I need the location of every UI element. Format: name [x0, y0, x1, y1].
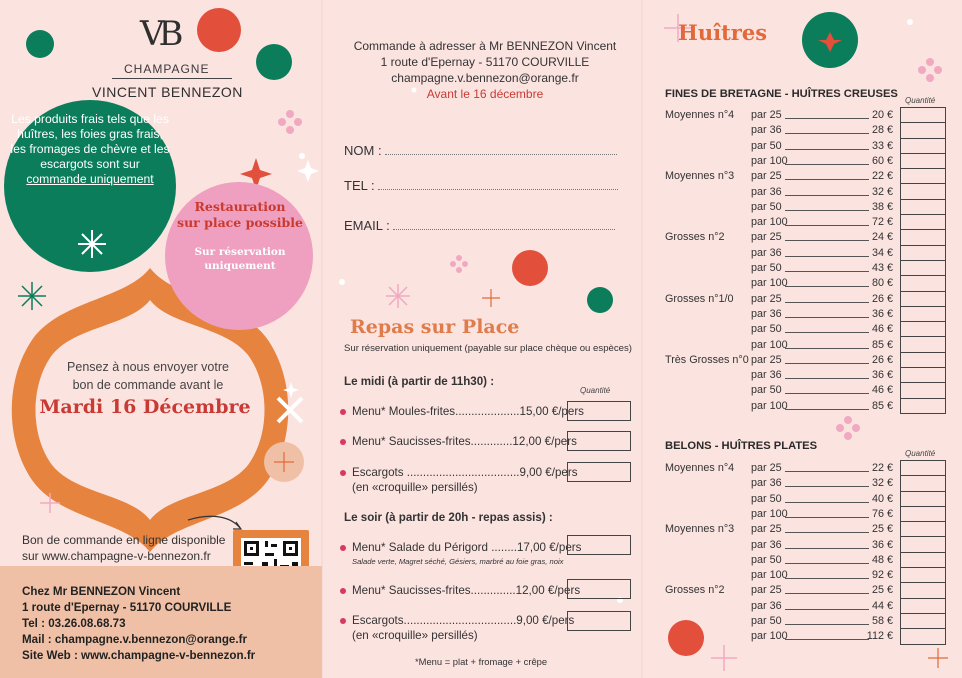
- size-category: Moyennes n°3: [665, 523, 735, 536]
- price: 26 €: [871, 292, 893, 305]
- huitres-qty-label-plates: Quantité: [905, 449, 936, 458]
- menu-item: Menu* Salade du Périgord ........17,00 €/pers Salade verte, Magret séché, Gésiers, marbré au foie gras, noix: [340, 541, 581, 566]
- repas-subtitle: Sur réservation uniquement (payable sur place chèque ou espèces): [344, 343, 632, 354]
- qty-cell[interactable]: [901, 399, 945, 413]
- logo-champagne: CHAMPAGNE: [124, 62, 210, 76]
- leader-line: [785, 210, 869, 211]
- price: 38 €: [871, 200, 893, 213]
- leader-line: [785, 471, 869, 472]
- qty-cell[interactable]: [901, 553, 945, 568]
- price: 76 €: [871, 507, 893, 520]
- qty-cell[interactable]: [901, 139, 945, 154]
- size-category: Moyennes n°4: [665, 462, 735, 474]
- qty-cell[interactable]: [901, 276, 945, 291]
- price-row: [665, 276, 901, 291]
- leader-line: [785, 363, 869, 364]
- leader-line: [785, 393, 869, 394]
- price: 85 €: [871, 338, 893, 351]
- price-row: [665, 629, 901, 644]
- order-deadline: Avant le 16 décembre: [426, 87, 544, 101]
- leader-line: [785, 179, 869, 180]
- price: 85 €: [871, 399, 893, 412]
- qty-cell[interactable]: [901, 292, 945, 307]
- leader-line: [785, 502, 869, 503]
- qty-cell[interactable]: [901, 337, 945, 352]
- qty-box-moules[interactable]: [567, 401, 631, 421]
- deadline-date: Mardi 16 Décembre: [39, 396, 251, 418]
- leader-line: [785, 624, 869, 625]
- qty-box-saucisses-midi[interactable]: [567, 431, 631, 451]
- leader-line: [785, 256, 869, 257]
- quantity-pack: par 36: [751, 538, 782, 551]
- price-row: [665, 230, 901, 245]
- repas-qty-label: Quantité: [580, 386, 611, 395]
- quantity-pack: par 100: [751, 569, 788, 582]
- size-category: Grosses n°2: [665, 584, 725, 597]
- price-row: [665, 368, 901, 383]
- quantity-pack: par 36: [751, 307, 782, 320]
- plates-title: BELONS - HUÎTRES PLATES: [665, 440, 818, 452]
- price-row: [665, 461, 901, 476]
- quantity-pack: par 25: [751, 109, 782, 121]
- qty-cell[interactable]: [901, 246, 945, 261]
- quantity-pack: par 50: [751, 139, 782, 152]
- quantity-pack: par 36: [751, 124, 782, 137]
- fresh-products-text: Les produits frais tels que les huîtres, les foies gras frais, les fromages de chèvre et les escargots sont sur commande uniquement: [10, 112, 170, 186]
- leader-line: [785, 271, 869, 272]
- price: 80 €: [871, 277, 893, 290]
- leader-line: [785, 317, 869, 318]
- price: 24 €: [871, 231, 893, 244]
- qty-cell[interactable]: [901, 492, 945, 507]
- quantity-pack: par 36: [751, 246, 782, 259]
- qty-cell[interactable]: [901, 215, 945, 230]
- qty-cell[interactable]: [901, 568, 945, 583]
- quantity-pack: par 50: [751, 323, 782, 336]
- price-row: [665, 338, 901, 353]
- price-row: [665, 383, 901, 398]
- price: 32 €: [871, 477, 893, 490]
- quantity-pack: par 25: [751, 292, 782, 305]
- price: 43 €: [871, 262, 893, 274]
- quantity-pack: par 50: [751, 262, 782, 274]
- price: 28 €: [871, 124, 893, 137]
- qty-cell[interactable]: [901, 476, 945, 491]
- price-row: [665, 215, 901, 230]
- quantity-pack: par 25: [751, 170, 782, 183]
- qty-cell[interactable]: [901, 230, 945, 245]
- price: 40 €: [871, 492, 893, 505]
- price: 44 €: [871, 599, 893, 612]
- price-row: [665, 568, 901, 583]
- price-row: [665, 185, 901, 200]
- price-row: [665, 123, 901, 138]
- qty-cell[interactable]: [901, 261, 945, 276]
- qty-cell[interactable]: [901, 583, 945, 598]
- leader-line: [785, 286, 869, 287]
- size-category: Grosses n°2: [665, 231, 725, 244]
- price-row: [665, 169, 901, 184]
- creuses-qty-grid[interactable]: [900, 107, 946, 414]
- quantity-pack: par 25: [751, 353, 782, 366]
- price: 72 €: [871, 216, 893, 229]
- logo-name: VINCENT BENNEZON: [92, 84, 243, 100]
- quantity-pack: par 50: [751, 492, 782, 505]
- price: 32 €: [871, 185, 893, 198]
- quantity-pack: par 50: [751, 615, 782, 627]
- restaurant-title: Restauration sur place possible: [177, 199, 303, 230]
- leader-line: [785, 517, 869, 518]
- price: 33 €: [871, 139, 893, 152]
- reminder-text: Pensez à nous envoyer votre bon de commande avant le: [67, 360, 229, 392]
- price-row: [665, 399, 901, 414]
- price-row: [665, 599, 901, 614]
- huitres-title: Huîtres: [678, 20, 768, 45]
- price-row: [665, 307, 901, 322]
- price-row: [665, 261, 901, 276]
- menu-footnote: *Menu = plat + fromage + crêpe: [415, 656, 548, 667]
- price: 22 €: [871, 462, 893, 474]
- menu-item: Menu* Saucisses-frites..............12,00 €/pers: [340, 584, 580, 597]
- quantity-pack: par 100: [751, 154, 788, 167]
- price: 60 €: [871, 154, 893, 167]
- logo-divider: [112, 78, 232, 79]
- leader-line: [785, 548, 869, 549]
- leader-line: [785, 578, 869, 579]
- qty-cell[interactable]: [901, 522, 945, 537]
- leader-line: [785, 378, 869, 379]
- price-row: [665, 292, 901, 307]
- order-only-underlined: commande uniquement: [26, 172, 154, 186]
- leader-line: [785, 195, 869, 196]
- qty-cell[interactable]: [901, 123, 945, 138]
- price-row: [665, 614, 901, 629]
- price: 20 €: [871, 109, 893, 121]
- quantity-pack: par 100: [751, 507, 788, 520]
- quantity-pack: par 100: [751, 277, 788, 290]
- quantity-pack: par 50: [751, 200, 782, 213]
- price: 36 €: [871, 538, 893, 551]
- qty-cell[interactable]: [901, 614, 945, 629]
- restaurant-subtitle: Sur réservation uniquement: [194, 246, 286, 272]
- leader-line: [785, 486, 869, 487]
- price-row: [665, 246, 901, 261]
- price: 26 €: [871, 353, 893, 366]
- price-row: [665, 507, 901, 522]
- qty-cell[interactable]: [901, 307, 945, 322]
- size-category: Moyennes n°3: [665, 170, 735, 183]
- price: 58 €: [871, 615, 893, 627]
- price-row: [665, 522, 901, 537]
- leader-line: [785, 149, 869, 150]
- price-row: [665, 538, 901, 553]
- qty-cell[interactable]: [901, 184, 945, 199]
- menu-item: Menu* Moules-frites....................15,00 €/pers: [340, 405, 584, 418]
- qty-box-salade[interactable]: [567, 535, 631, 555]
- price-row: [665, 553, 901, 568]
- price: 25 €: [871, 523, 893, 536]
- qty-cell[interactable]: [901, 154, 945, 169]
- plates-qty-grid[interactable]: [900, 460, 946, 645]
- leader-line: [785, 164, 869, 165]
- huitres-qty-label-creuses: Quantité: [905, 96, 936, 105]
- qty-cell[interactable]: [901, 353, 945, 368]
- price-row: [665, 108, 901, 123]
- quantity-pack: par 100: [751, 338, 788, 351]
- quantity-pack: par 25: [751, 462, 782, 474]
- qty-cell[interactable]: [901, 200, 945, 215]
- leader-line: [785, 609, 869, 610]
- name-field[interactable]: NOM :: [344, 143, 617, 158]
- price-row: [665, 139, 901, 154]
- online-order-text: Bon de commande en ligne disponible sur www.champagne-v-bennezon.fr: [22, 533, 226, 563]
- size-category: Moyennes n°4: [665, 109, 735, 121]
- logo-monogram: VB: [140, 14, 178, 54]
- qty-box-escargots-midi[interactable]: [567, 462, 631, 482]
- quantity-pack: par 25: [751, 584, 782, 597]
- quantity-pack: par 50: [751, 553, 782, 566]
- quantity-pack: par 36: [751, 369, 782, 382]
- price: 112 €: [866, 630, 893, 643]
- email-field[interactable]: EMAIL :: [344, 218, 615, 233]
- qty-cell[interactable]: [901, 383, 945, 398]
- order-header: Commande à adresser à Mr BENNEZON Vincent 1 route d'Epernay - 51170 COURVILLE champagne.v.bennezon@orange.fr Avant le 16 décembre: [330, 38, 640, 102]
- leader-line: [785, 563, 869, 564]
- qty-box-escargots-soir[interactable]: [567, 611, 631, 631]
- qty-cell[interactable]: [901, 507, 945, 522]
- quantity-pack: par 36: [751, 185, 782, 198]
- quantity-pack: par 36: [751, 599, 782, 612]
- qty-cell[interactable]: [901, 169, 945, 184]
- leader-line: [785, 133, 869, 134]
- snowflake-icon: [18, 282, 46, 310]
- price-row: [665, 322, 901, 337]
- size-category: Grosses n°1/0: [665, 292, 734, 305]
- tel-field[interactable]: TEL :: [344, 178, 618, 193]
- price: 36 €: [871, 307, 893, 320]
- qty-cell[interactable]: [901, 629, 945, 643]
- leader-line: [785, 118, 869, 119]
- midi-title: Le midi (à partir de 11h30) :: [344, 375, 495, 388]
- quantity-pack: par 100: [751, 399, 788, 412]
- quantity-pack: par 100: [751, 630, 788, 643]
- size-category: Très Grosses n°0: [665, 353, 749, 366]
- leader-line: [785, 593, 869, 594]
- leader-line: [785, 302, 869, 303]
- quantity-pack: par 25: [751, 231, 782, 244]
- qty-cell[interactable]: [901, 599, 945, 614]
- leader-line: [785, 240, 869, 241]
- qty-cell[interactable]: [901, 537, 945, 552]
- leader-line: [785, 639, 869, 640]
- menu-item: Escargots ...................................9,00 €/pers (en «croquille» persillés): [340, 466, 578, 494]
- leader-line: [785, 332, 869, 333]
- qty-cell[interactable]: [901, 108, 945, 123]
- price: 92 €: [871, 569, 893, 582]
- price-row: [665, 492, 901, 507]
- contact-info: Chez Mr BENNEZON Vincent 1 route d'Epernay - 51170 COURVILLE Tel : 03.26.08.68.73 Mail : champagne.v.bennezon@orange.fr Site Web : www.champagne-v-bennezon.fr: [22, 585, 256, 662]
- quantity-pack: par 100: [751, 216, 788, 229]
- qty-cell[interactable]: [901, 461, 945, 476]
- price: 22 €: [871, 170, 893, 183]
- quantity-pack: par 36: [751, 477, 782, 490]
- qty-cell[interactable]: [901, 322, 945, 337]
- price: 36 €: [871, 369, 893, 382]
- snowflake-white-icon: [76, 228, 108, 260]
- qty-box-saucisses-soir[interactable]: [567, 579, 631, 599]
- leader-line: [785, 348, 869, 349]
- soir-title: Le soir (à partir de 20h - repas assis) :: [344, 511, 553, 524]
- price-row: [665, 476, 901, 491]
- price-row: [665, 154, 901, 169]
- price-row: [665, 583, 901, 598]
- menu-item: Menu* Saucisses-frites.............12,00 €/pers: [340, 435, 577, 448]
- price-row: [665, 200, 901, 215]
- price-row: [665, 353, 901, 368]
- leader-line: [785, 225, 869, 226]
- price: 46 €: [871, 323, 893, 336]
- quantity-pack: par 25: [751, 523, 782, 536]
- creuses-title: FINES DE BRETAGNE - HUÎTRES CREUSES: [665, 88, 898, 100]
- repas-title: Repas sur Place: [350, 316, 520, 338]
- price: 48 €: [871, 553, 893, 566]
- leader-line: [785, 409, 869, 410]
- menu-item: Escargots...................................9,00 €/pers (en «croquille» persillés): [340, 614, 574, 642]
- leader-line: [785, 532, 869, 533]
- quantity-pack: par 50: [751, 384, 782, 397]
- price: 34 €: [871, 246, 893, 259]
- qty-cell[interactable]: [901, 368, 945, 383]
- price: 46 €: [871, 384, 893, 397]
- price: 25 €: [871, 584, 893, 597]
